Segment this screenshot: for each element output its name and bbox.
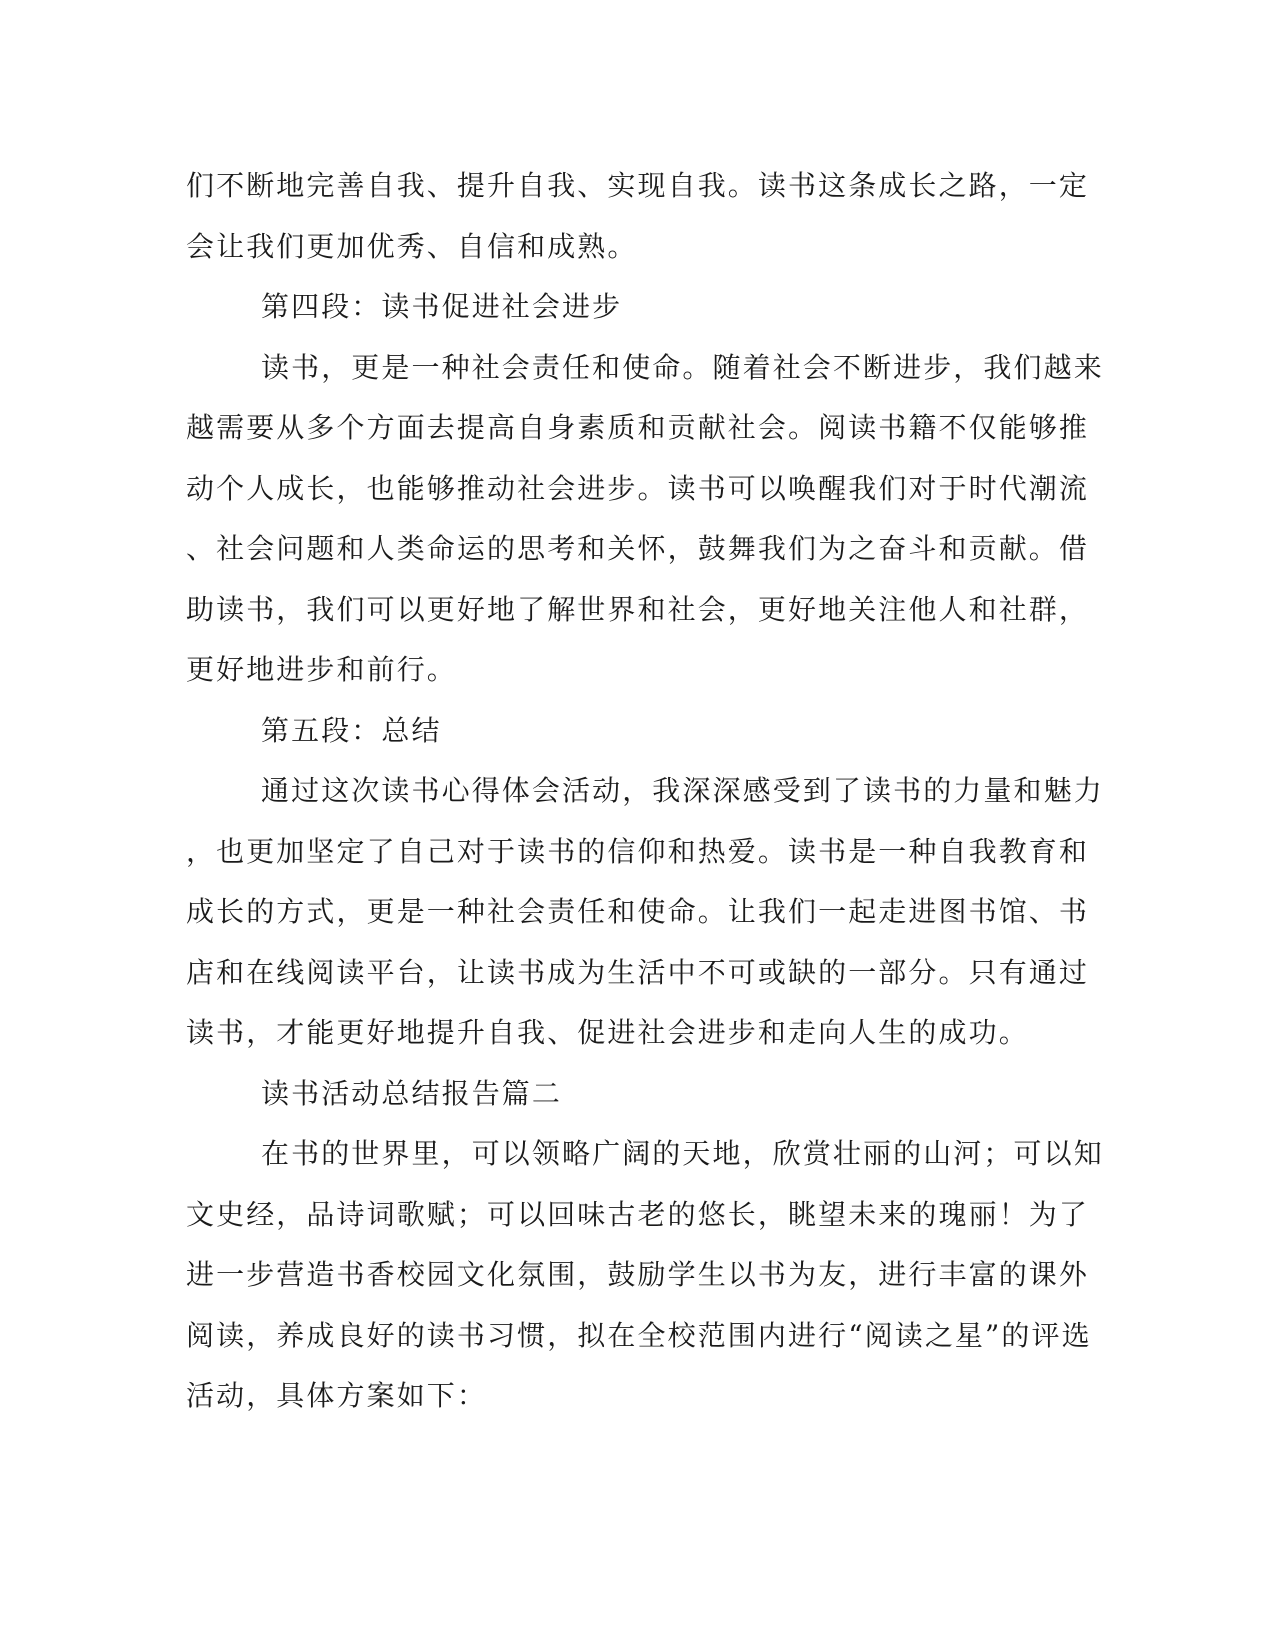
text-line: 们不断地完善自我、提升自我、实现自我。读书这条成长之路，一定	[186, 169, 1090, 202]
text-line: 成长的方式，更是一种社会责任和使命。让我们一起走进图书馆、书	[186, 895, 1090, 928]
text-line: 、社会问题和人类命运的思考和关怀，鼓舞我们为之奋斗和贡献。借	[186, 532, 1090, 565]
text-line: 越需要从多个方面去提高自身素质和贡献社会。阅读书籍不仅能够推	[186, 411, 1090, 444]
text-line: 动个人成长，也能够推动社会进步。读书可以唤醒我们对于时代潮流	[186, 471, 1090, 505]
text-line: 会让我们更加优秀、自信和成熟。	[186, 229, 638, 263]
text-line: 文史经，品诗词歌赋；可以回味古老的悠长，眺望未来的瑰丽！为了	[186, 1197, 1090, 1231]
text-line: 助读书，我们可以更好地了解世界和社会，更好地关注他人和社群，	[186, 592, 1090, 626]
text-line: 店和在线阅读平台，让读书成为生活中不可或缺的一部分。只有通过	[186, 955, 1090, 989]
text-line: 更好地进步和前行。	[186, 653, 457, 686]
text-line: 活动，具体方案如下：	[186, 1379, 488, 1412]
section-heading: 第四段：读书促进社会进步	[261, 290, 623, 323]
text-line: 读书，才能更好地提升自我、促进社会进步和走向人生的成功。	[186, 1016, 1029, 1049]
text-line: ，也更加坚定了自己对于读书的信仰和热爱。读书是一种自我教育和	[186, 834, 1090, 868]
paragraph-start: 在书的世界里，可以领略广阔的天地，欣赏壮丽的山河；可以知	[261, 1137, 1104, 1170]
text-line: 进一步营造书香校园文化氛围，鼓励学生以书为友，进行丰富的课外	[186, 1258, 1090, 1291]
text-line: 阅读，养成良好的读书习惯，拟在全校范围内进行“阅读之星”的评选	[186, 1318, 1092, 1352]
section-heading: 读书活动总结报告篇二	[261, 1076, 563, 1110]
paragraph-start: 通过这次读书心得体会活动，我深深感受到了读书的力量和魅力	[261, 774, 1104, 807]
document-body	[186, 156, 1104, 1427]
section-heading: 第五段：总结	[261, 713, 442, 747]
paragraph-start: 读书，更是一种社会责任和使命。随着社会不断进步，我们越来	[261, 350, 1104, 384]
